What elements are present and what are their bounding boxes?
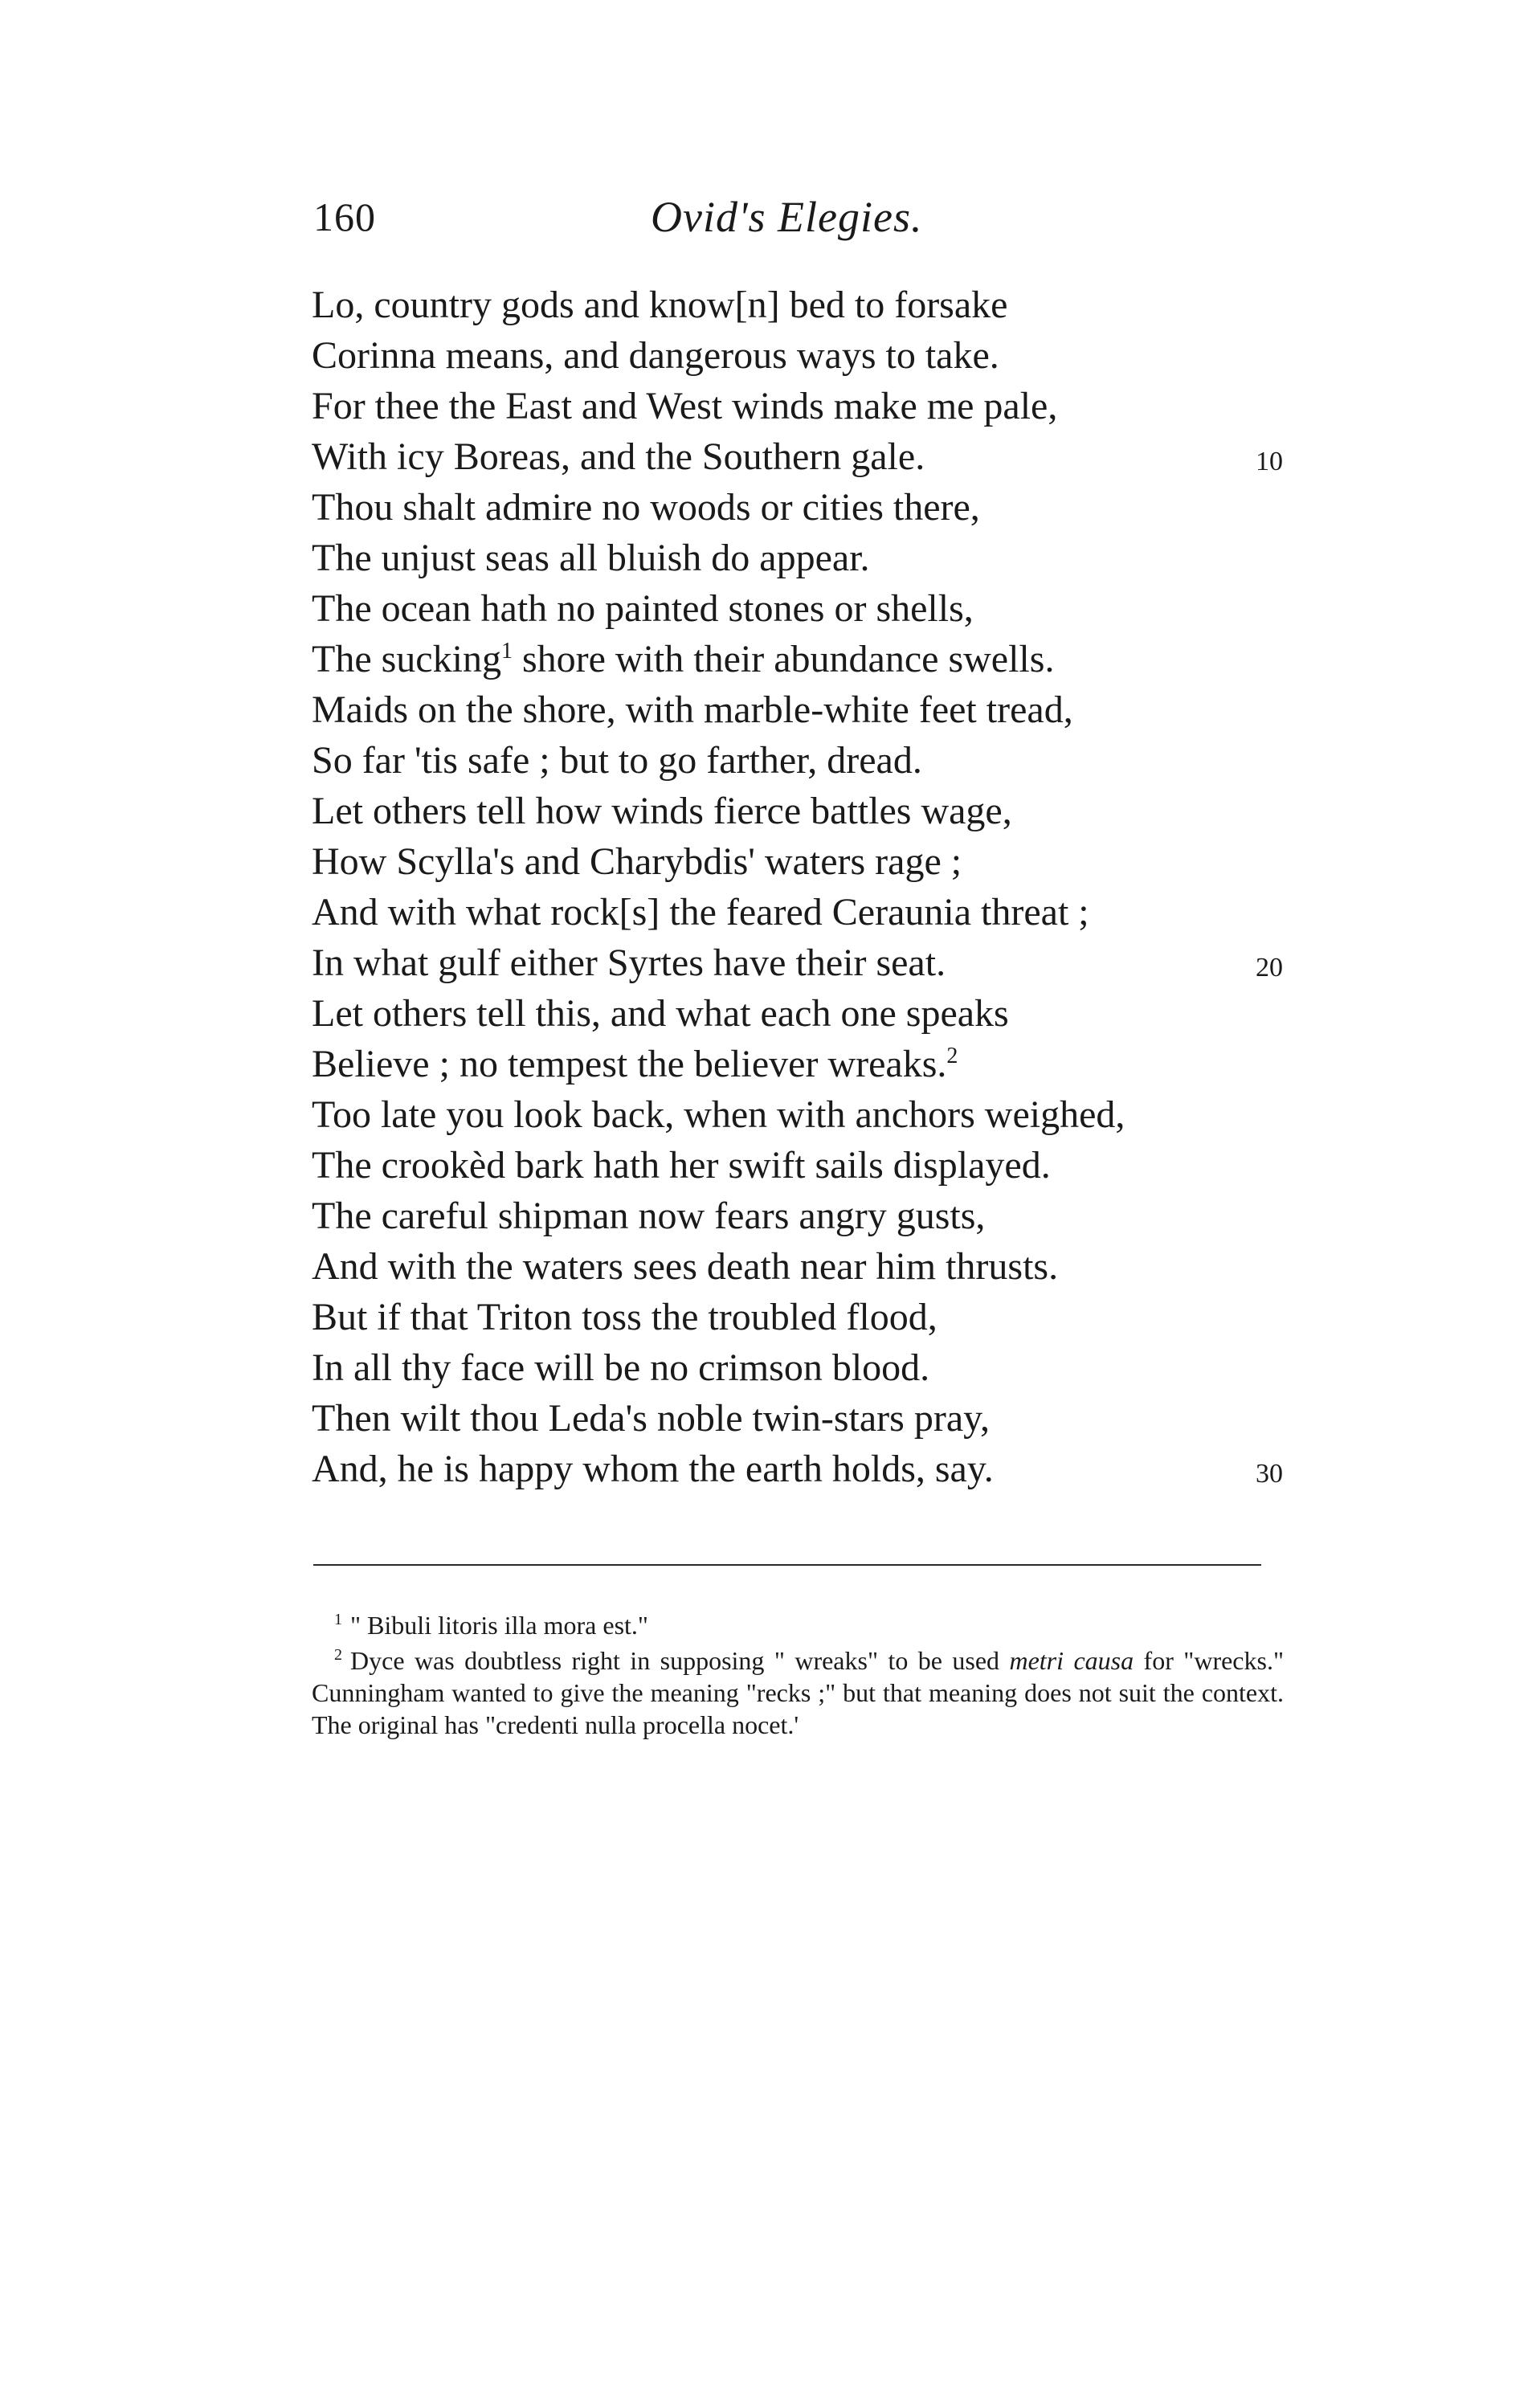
page-number: 160 [313,194,376,239]
verse-line [312,431,1316,482]
line-number: 20 [1256,953,1283,982]
verse-text: Too late you look back, when with anchors weighed, [312,1093,1125,1136]
footnote-divider [313,1564,1261,1566]
footnotes [312,1609,1284,1744]
verse-line [312,1140,1316,1191]
verse-text: With icy Boreas, and the Southern gale. [312,435,925,478]
verse-line [312,330,1316,381]
poem-body [312,280,1316,1494]
verse-text: The unjust seas all bluish do appear. [312,537,870,579]
footnote-text-before: Dyce was doubtless right in supposing " wreaks" to be used [350,1646,1010,1675]
verse-line [312,533,1316,583]
footnote-text: " Bibuli litoris illa mora est." [350,1611,648,1640]
running-title: Ovid's Elegies. [651,193,923,241]
verse-text: Lo, country gods and know[n] bed to forsake [312,284,1008,326]
verse-text: So far 'tis safe ; but to go farther, dread. [312,739,922,782]
verse-text: Thou shalt admire no woods or cities there, [312,486,980,529]
verse-line [312,280,1316,330]
verse-line [312,634,1316,684]
verse-text: In what gulf either Syrtes have their seat. [312,942,946,984]
verse-text: And, he is happy whom the earth holds, say. [312,1448,994,1490]
verse-line [312,1342,1316,1393]
line-number: 10 [1256,447,1283,476]
verse-line [312,1393,1316,1444]
footnote-text-after: for "wrecks." Cunningham wanted to give the meaning "recks ;" but that meaning does not suit the context. The original has "credenti nulla procella nocet.' [312,1646,1285,1739]
verse-text-after-ref: shore with their abundance swells. [512,638,1055,680]
verse-line [312,786,1316,836]
footnote-marker: 2 [334,1646,342,1665]
verse-text: And with the waters sees death near him thrusts. [312,1245,1059,1288]
verse-text-before-ref: The sucking [312,638,501,680]
verse-text: Let others tell how winds fierce battles wage, [312,790,1012,832]
verse-line [312,684,1316,735]
verse-line [312,1191,1316,1241]
verse-line [312,1039,1316,1089]
verse-text: The ocean hath no painted stones or shells, [312,587,974,630]
footnote-1 [312,1609,1284,1641]
verse-text: And with what rock[s] the feared Ceraunia threat ; [312,891,1089,933]
verse-line [312,938,1316,988]
footnote-reference-1[interactable]: 1 [500,639,513,664]
verse-text: The crookèd bark hath her swift sails displayed. [312,1144,1051,1187]
verse-text: But if that Triton toss the troubled flood, [312,1296,937,1338]
verse-text: In all thy face will be no crimson blood. [312,1346,930,1389]
verse-line [312,1292,1316,1342]
verse-line [312,887,1316,938]
verse-text-with-footnote [312,1039,958,1089]
verse-text: Let others tell this, and what each one speaks [312,992,1009,1035]
verse-line [312,1241,1316,1292]
verse-line [312,735,1316,786]
footnote-italic-phrase: metri causa [1009,1646,1134,1675]
verse-line [312,1444,1316,1494]
footnote-2 [312,1644,1284,1741]
verse-line [312,482,1316,533]
footnote-reference-2[interactable]: 2 [946,1044,958,1068]
verse-text: The careful shipman now fears angry gusts, [312,1195,986,1237]
verse-line [312,583,1316,634]
verse-line [312,988,1316,1039]
verse-line [312,1089,1316,1140]
verse-text: Maids on the shore, with marble-white feet tread, [312,688,1073,731]
page-header [313,189,1309,253]
verse-line [312,836,1316,887]
footnote-marker: 1 [334,1611,342,1629]
verse-text: Corinna means, and dangerous ways to take. [312,334,999,377]
verse-text: How Scylla's and Charybdis' waters rage ; [312,840,962,883]
verse-line [312,381,1316,431]
line-number: 30 [1256,1459,1283,1489]
verse-text-with-footnote [312,634,1054,684]
verse-text: Then wilt thou Leda's noble twin-stars pray, [312,1397,991,1440]
verse-text: For thee the East and West winds make me pale, [312,385,1058,427]
verse-text-before-ref: Believe ; no tempest the believer wreaks. [312,1043,947,1085]
